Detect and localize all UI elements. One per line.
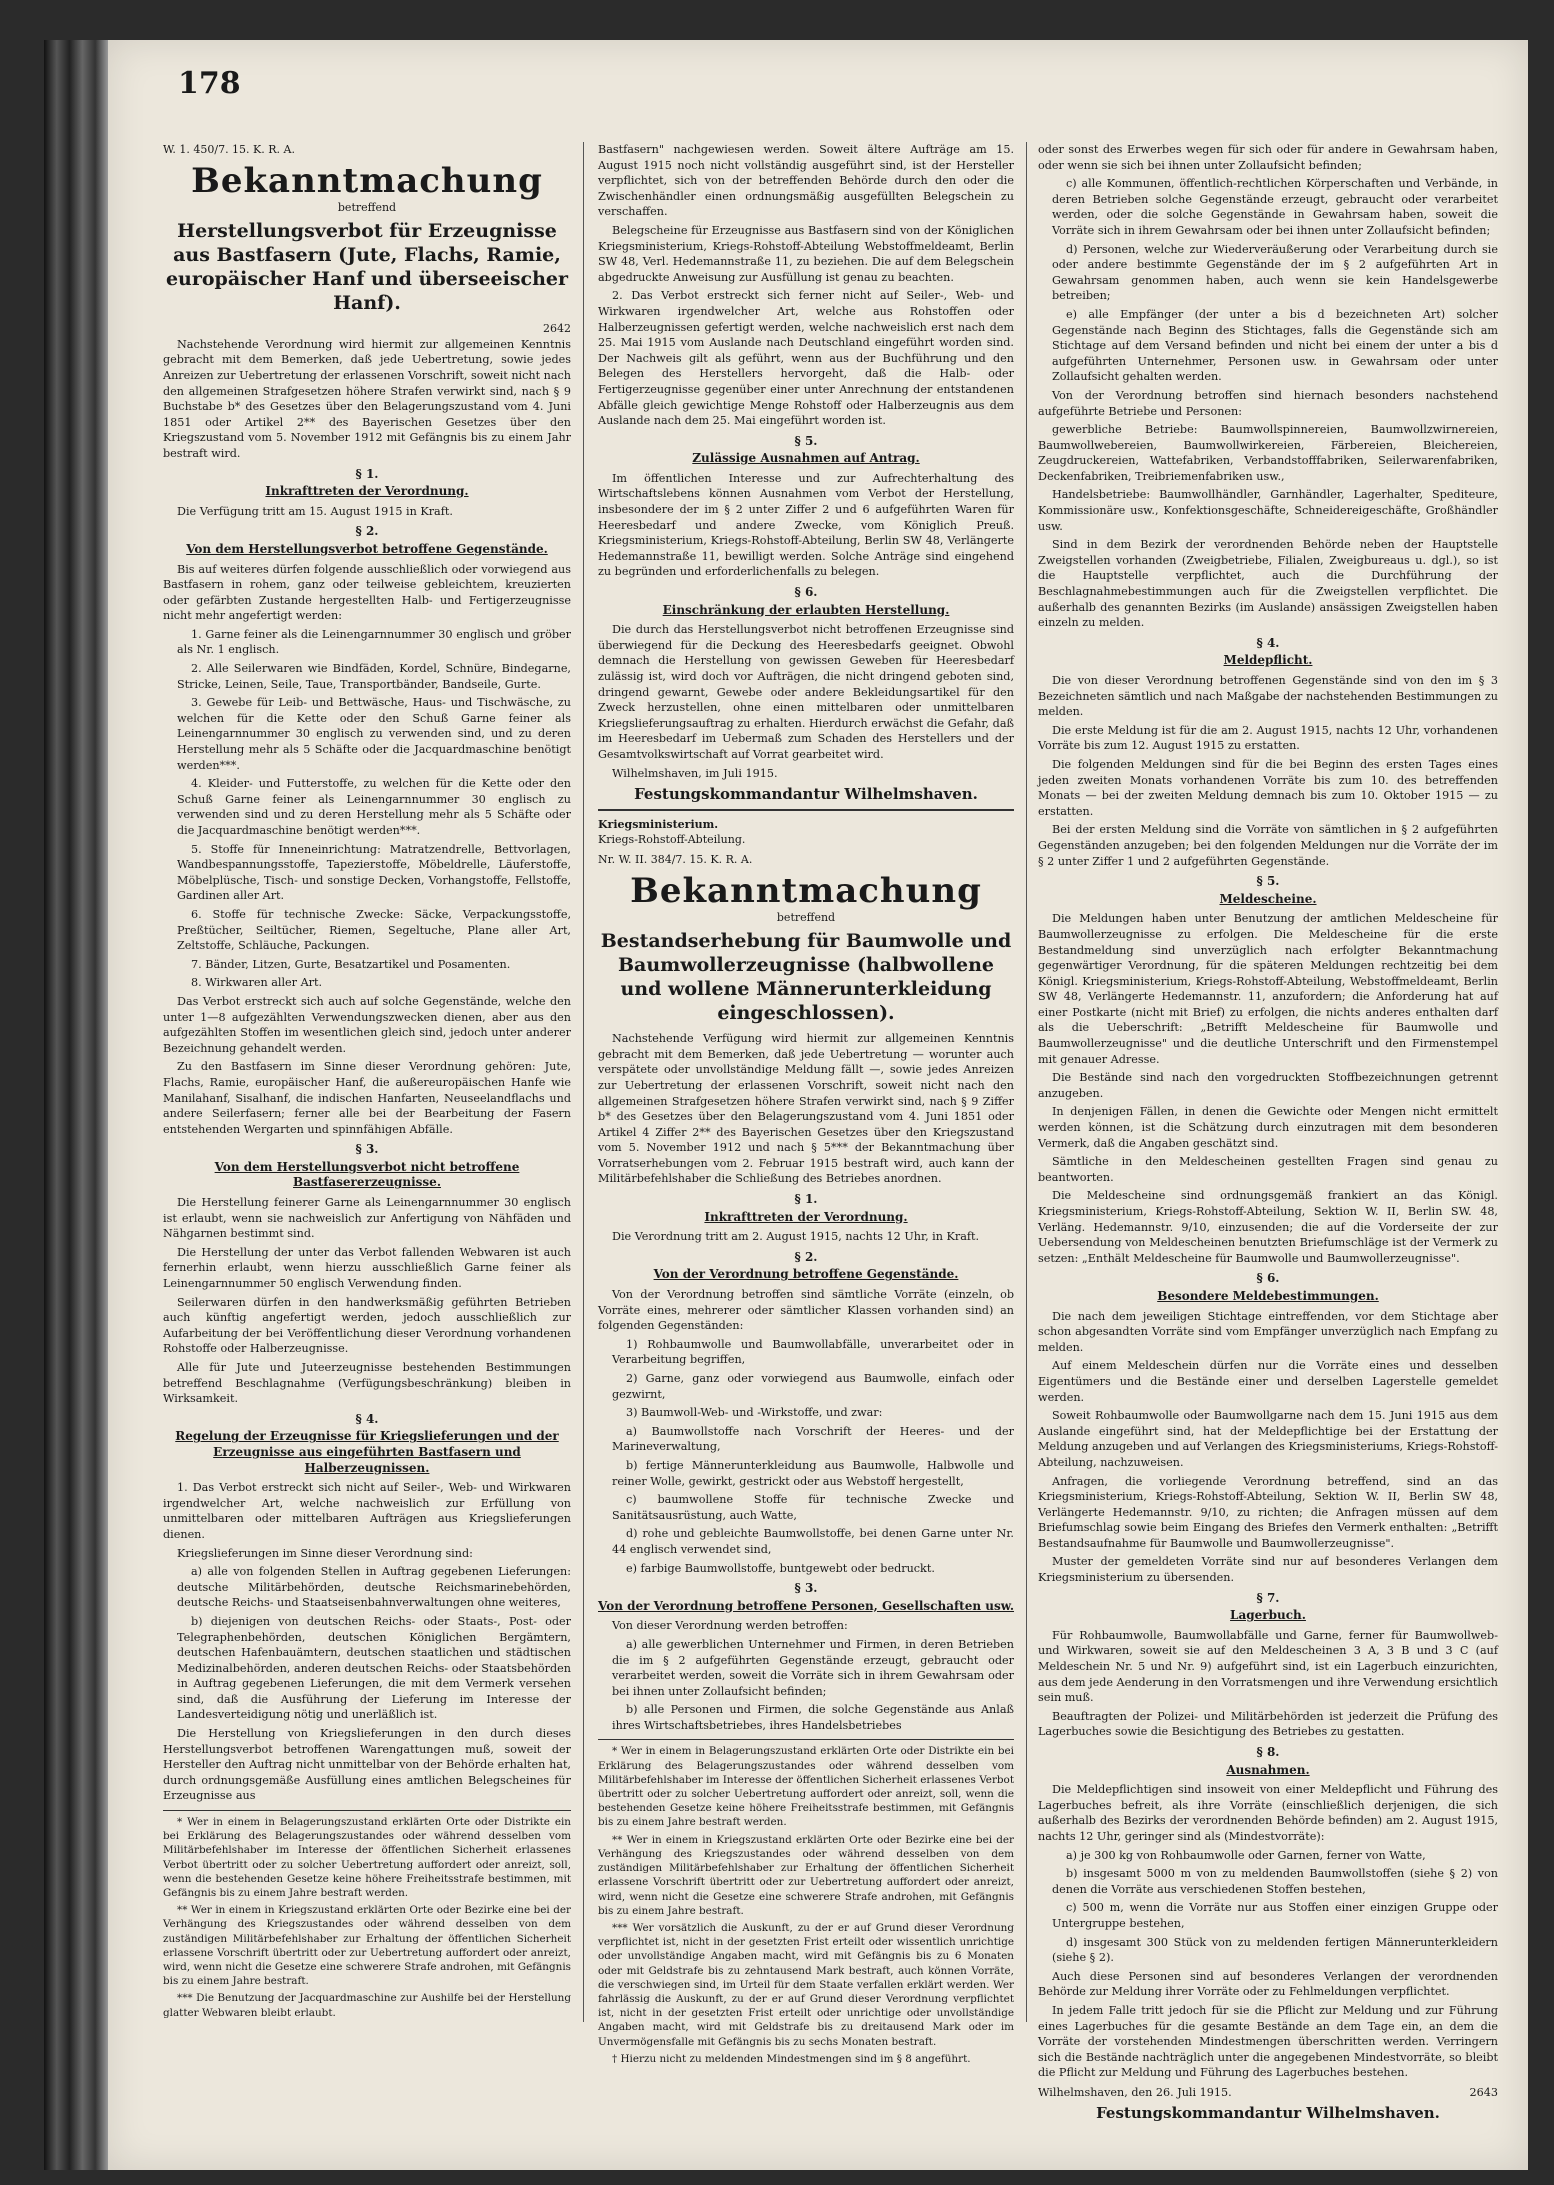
- paragraph: Auch diese Personen sind auf besonderes Verlangen der verordnenden Behörde zur Meldung ihrer Vorräte oder zu Fehlmeldungen verpflichtet.: [1038, 1969, 1498, 1999]
- footnote: * Wer in einem in Belagerungszustand erklärten Orte oder Distrikte ein bei Erklärung des Belagerungszustandes oder während desselben vom Militärbefehlshaber im Interesse der öffentlichen Sicherheit erlassenes Verbot übertritt oder zu solcher Uebertretung auffordert oder anreizt, soll, wenn die bestehenden Gesetze keine höhere Freiheitsstrafe bestimmen, mit Gefängnis bis zu einem Jahre bestraft werden.: [598, 1745, 1014, 1829]
- footnote: * Wer in einem in Belagerungszustand erklärten Orte oder Distrikte ein bei Erklärung des Belagerungszustandes oder während desselben vom Militärbefehlshaber im Interesse der öffentlichen Sicherheit erlassenes Verbot übertritt oder zu solcher Uebertretung auffordert oder anreizt, soll, wenn die bestehenden Gesetze keine höhere Freiheitsstrafe bestimmen, mit Gefängnis bis zu einem Jahre bestraft werden.: [163, 1816, 571, 1900]
- section-number: § 6.: [1256, 1271, 1280, 1286]
- paragraph: Das Verbot erstreckt sich auch auf solche Gegenstände, welche den unter 1—8 aufgezählten Verwendungszwecken dienen, aber aus den aufgezählten Stoffen im wesentlichen gleich sind, jedoch unter anderer Bezeichnung gehandelt werden.: [163, 994, 571, 1055]
- list-item: a) Baumwollstoffe nach Vorschrift der Heeres- und der Marineverwaltung,: [612, 1424, 1014, 1454]
- paragraph: Im öffentlichen Interesse und zur Aufrechterhaltung des Wirtschaftslebens können Ausnahmen vom Verbot der Herstellung, insbesondere der im § 2 unter Ziffer 2 und 6 aufgeführten Waren für Heeresbedarf und andere Zwecke, vom Königlich Preuß. Kriegsministerium, Kriegs-Rohstoff-Abteilung, Berlin SW 48, Verlängerte Hedemannstraße 11, bewilligt werden. Solche Anträge sind eingehend zu begründen und erforderlichenfalls zu belegen.: [598, 471, 1014, 579]
- paragraph: Bei der ersten Meldung sind die Vorräte von sämtlichen in § 2 aufgeführten Gegenständen anzugeben; bei den folgenden Meldungen nur die Vorräte der im § 2 unter Ziffer 1 und 2 aufgeführten Gegenstände.: [1038, 823, 1498, 868]
- list-item: 2) Garne, ganz oder vorwiegend aus Baumwolle, einfach oder gezwirnt,: [612, 1372, 1014, 1401]
- list-item: 6. Stoffe für technische Zwecke: Säcke, Verpackungsstoffe, Preßtücher, Seiltücher, Riemen, Segeltuche, Plane aller Art, Zeltstoffe, Schläuche, Packungen.: [177, 907, 571, 953]
- divider: [598, 809, 1014, 811]
- paragraph: 1. Das Verbot erstreckt sich nicht auf Seiler-, Web- und Wirkwaren irgendwelcher Art, welche nachweislich zur Erfüllung von unmittelbaren oder mittelbaren Aufträgen aus Kriegslieferungen dienen.: [163, 1481, 571, 1541]
- paragraph: Die von dieser Verordnung betroffenen Gegenstände sind von den im § 3 Bezeichneten sämtlich und nach Maßgabe der nachstehenden Bestimmungen zu melden.: [1038, 674, 1498, 719]
- list-item: e) farbige Baumwollstoffe, buntgewebt oder bedruckt.: [626, 1561, 935, 1575]
- paragraph: Beauftragten der Polizei- und Militärbehörden ist jederzeit die Prüfung des Lagerbuches sowie die Besichtigung des Betriebes zu gestatten.: [1038, 1709, 1498, 1739]
- paragraph: Die Verfügung tritt am 15. August 1915 in Kraft.: [177, 504, 453, 518]
- section-number: § 3.: [794, 1581, 818, 1596]
- section-number: § 6.: [794, 585, 818, 600]
- section-heading: Von der Verordnung betroffene Personen, Gesellschaften usw.: [598, 1598, 1015, 1613]
- section-number: § 4.: [1256, 635, 1280, 650]
- paragraph: Die Verordnung tritt am 2. August 1915, nachts 12 Uhr, in Kraft.: [612, 1230, 980, 1244]
- paragraph: Die Herstellung von Kriegslieferungen in den durch dieses Herstellungsverbot betroffenen Warengattungen muß, soweit der Hersteller den Auftrag nicht unmittelbar von der Behörde erhalten hat, durch ordnungsgemäße Ausfüllung eines amtlichen Belegscheines für Erzeugnisse aus: [163, 1727, 571, 1803]
- register-number: 2643: [1469, 2085, 1498, 2099]
- section-number: § 5.: [1256, 874, 1280, 889]
- list-item: 4. Kleider- und Futterstoffe, zu welchen für die Kette oder den Schuß Garne feiner als Leinengarnnummer 30 englisch zu verwenden sind und zu deren Herstellung mehr als 5 Schäfte oder die Jacquardmaschine benötigt werden***.: [177, 777, 571, 837]
- paragraph: Muster der gemeldeten Vorräte sind nur auf besonderes Verlangen dem Kriegsministerium zu übersenden.: [1038, 1555, 1498, 1585]
- paragraph: Von der Verordnung betroffen sind hiernach besonders nachstehend aufgeführte Betriebe und Personen:: [1038, 388, 1498, 418]
- list-item: d) rohe und gebleichte Baumwollstoffe, bei denen Garne unter Nr. 44 englisch verwendet sind,: [612, 1527, 1014, 1556]
- footnote: ** Wer in einem in Kriegszustand erklärten Orte oder Bezirke eine bei der Verhängung des Kriegszustandes oder während desselben von dem zuständigen Militärbefehlshaber zur Erhaltung der öffentlichen Sicherheit erlassene Vorschrift übertritt oder zur Uebertretung auffordert oder anreizt, wird, wenn nicht die Gesetze eine schwerere Strafe androhen, mit Gefängnis bis zu einem Jahre bestraft.: [163, 1904, 571, 1988]
- paragraph: Die Meldepflichtigen sind insoweit von einer Meldepflicht und Führung des Lagerbuches befreit, als ihre Vorräte (einschließlich derjenigen, die sich außerhalb des Bezirks der verordnenden Behörde befinden) am 2. August 1915, nachts 12 Uhr, geringer sind als (Mindestvorräte):: [1038, 1783, 1498, 1843]
- list-item: c) alle Kommunen, öffentlich-rechtlichen Körperschaften und Verbände, in deren Betrieben solche Gegenstände erzeugt, gebraucht oder verarbeitet werden, oder die solche Gegenstände in Gewahrsam haben, soweit die Vorräte sich in ihrem Gewahrsam oder bei ihnen unter Zollaufsicht befinden;: [1052, 177, 1498, 237]
- paragraph: Sind in dem Bezirk der verordnenden Behörde neben der Hauptstelle Zweigstellen vorhanden (Zweigbetriebe, Filialen, Zweigbureaus u. dgl.), so ist die Hauptstelle verpflichtet, auch die Durchführung der Beschlagnahmebestimmungen auch für die Zweigstellen verpflichtet. Die außerhalb des genannten Bezirks (im Auslande) ansässigen Zweigstellen haben einzeln zu melden.: [1038, 538, 1498, 630]
- place-date-row: [1038, 2085, 1498, 2101]
- reference-number: Nr. W. II. 384/7. 15. K. R. A.: [598, 852, 753, 866]
- list-item: a) je 300 kg von Rohbaumwolle oder Garnen, ferner von Watte,: [1066, 1848, 1426, 1862]
- paragraph: Kriegslieferungen im Sinne dieser Verordnung sind:: [177, 1546, 473, 1560]
- footnote: *** Wer vorsätzlich die Auskunft, zu der er auf Grund dieser Verordnung verpflichtet ist, nicht in der gesetzten Frist erteilt oder wissentlich unrichtige oder unvollständige Angaben macht, wird mit Gefängnis bis zu 6 Monaten oder mit Geldstrafe bis zu zehntausend Mark bestraft, auch können Vorräte, die verschwiegen sind, im Urteil für dem Staate verfallen erklärt werden. Wer fahrlässig die Auskunft, zu der er auf Grund dieser Verordnung verpflichtet ist, nicht in der gesetzten Frist erteilt oder unrichtige oder unvollständige Angaben macht, wird mit Geldstrafe bis zu dreitausend Mark oder im Unvermögensfalle mit Gefängnis bis zu sechs Monaten bestraft.: [598, 1921, 1014, 2048]
- list-item: b) alle Personen und Firmen, die solche Gegenstände aus Anlaß ihres Wirtschaftsbetriebes, ihres Handelsbetriebes: [612, 1703, 1014, 1732]
- list-item: a) alle von folgenden Stellen in Auftrag gegebenen Lieferungen: deutsche Militärbehörden, deutsche Reichsmarinebehörden, deutsche Reichs- und Staatseisenbahnverwaltungen ohne weiteres,: [177, 1565, 571, 1610]
- list-item: d) Personen, welche zur Wiederveräußerung oder Verarbeitung durch sie oder andere bestimmte Gegenstände der im § 2 aufgeführten Art in Gewahrsam genommen haben, auch wenn sie kein Handelsgewerbe betreiben;: [1052, 242, 1498, 303]
- paragraph: Die erste Meldung ist für die am 2. August 1915, nachts 12 Uhr, vorhandenen Vorräte bis zum 12. August 1915 zu erstatten.: [1038, 723, 1498, 753]
- paragraph: gewerbliche Betriebe: Baumwollspinnereien, Baumwollzwirnereien, Baumwollwebereien, Baumwollwirkereien, Färbereien, Bleichereien, Zeugdruckereien, Wattefabriken, Verbandstofffabriken, Seilerwarenfabriken, Deckenfabriken, Treibriemenfabriken usw.,: [1038, 423, 1498, 483]
- paragraph: oder sonst des Erwerbes wegen für sich oder für andere in Gewahrsam haben, oder wenn sie sich bei ihnen unter Zollaufsicht befinden;: [1038, 143, 1498, 172]
- section-heading: Meldescheine.: [1219, 891, 1317, 906]
- paragraph: Bis auf weiteres dürfen folgende ausschließlich oder vorwiegend aus Bastfasern in rohem, ganz oder teilweise gebleichtem, kreuzierten oder gefärbten Zustande hergestellten Halb- und Fertigerzeugnisse nicht mehr angefertigt werden:: [163, 562, 571, 623]
- paragraph: Für Rohbaumwolle, Baumwollabfälle und Garne, ferner für Baumwollweb- und Wirkwaren, soweit sie auf den Meldescheinen 3 A, 3 B und 3 C (auf Meldeschein Nr. 5 und Nr. 9) aufgeführt sind, ist ein Lagerbuch einzurichten, aus dem jede Aenderung in den Vorratsmengen und ihre Verwendung ersichtlich sein muß.: [1038, 1628, 1498, 1705]
- paragraph: Seilerwaren dürfen in den handwerksmäßig geführten Betrieben auch künftig angefertigt werden, jedoch ausschließlich zur Aufarbeitung der bei Veröffentlichung dieser Verordnung vorhandenen Rohstoffe oder Halberzeugnisse.: [163, 1295, 571, 1356]
- section-number: § 2.: [355, 524, 379, 539]
- column-divider: [583, 142, 584, 2022]
- footnotes: [598, 1739, 1014, 2065]
- list-item: 8. Wirkwaren aller Art.: [191, 976, 323, 990]
- section-heading: Besondere Meldebestimmungen.: [1157, 1288, 1379, 1303]
- paragraph: Sämtliche in den Meldescheinen gestellten Fragen sind genau zu beantworten.: [1038, 1155, 1498, 1184]
- list-item: 3. Gewebe für Leib- und Bettwäsche, Haus- und Tischwäsche, zu welchen für die Kette oder den Schuß Garne feiner als Leinengarnnummer 30 englisch zu verwenden sind, und zu deren Herstellung mehr als 5 Schäfte oder die Jacquardmaschine benötigt werden***.: [177, 696, 571, 772]
- book-spine: [44, 40, 108, 2170]
- section-heading: Von dem Herstellungsverbot betroffene Gegenstände.: [186, 541, 548, 556]
- footnote: ** Wer in einem in Kriegszustand erklärten Orte oder Bezirke eine bei der Verhängung des Kriegszustandes oder während desselben von dem zuständigen Militärbefehlshaber zur Erhaltung der öffentlichen Sicherheit erlassene Vorschrift übertritt oder zur Uebertretung auffordert oder anreizt, wird, wenn nicht die Gesetze eine schwerere Strafe androhen, mit Gefängnis bis zu einem Jahre bestraft.: [598, 1833, 1014, 1917]
- list-item: b) insgesamt 5000 m von zu meldenden Baumwollstoffen (siehe § 2) von denen die Vorräte aus verschiedenen Stoffen bestehen,: [1052, 1867, 1498, 1896]
- paragraph: Von der Verordnung betroffen sind sämtliche Vorräte (einzeln, ob Vorräte eines, mehrerer oder sämtlicher Klassen vorhanden sind) an folgenden Gegenständen:: [598, 1288, 1014, 1333]
- section-number: § 1.: [794, 1192, 818, 1207]
- announcement-subtitle: Bestandserhebung für Baumwolle und Baumwollerzeugnisse (halbwollene und wollene Männerunterkleidung eingeschlossen).: [600, 930, 1012, 1025]
- intro-paragraph: Nachstehende Verordnung wird hiermit zur allgemeinen Kenntnis gebracht mit dem Bemerken, daß jede Uebertretung, sowie jedes Anreizen zur Uebertretung der erlassenen Vorschrift, soweit nicht nach den allgemeinen Strafgesetzen höhere Strafen verwirkt sind, nach § 9 Buchstabe b* des Gesetzes über den Belagerungszustand vom 4. Juni 1851 oder Artikel 2** des Bayerischen Gesetzes über den Kriegszustand vom 5. November 1912 mit Gefängnis bis zu einem Jahr bestraft wird.: [163, 337, 571, 460]
- section-heading: Meldepflicht.: [1223, 653, 1313, 668]
- paragraph: Handelsbetriebe: Baumwollhändler, Garnhändler, Lagerhalter, Spediteure, Kommissionäre usw., Konfektionsgeschäfte, Schneidereigeschäfte, Großhändler usw.: [1038, 488, 1498, 533]
- list-item: b) diejenigen von deutschen Reichs- oder Staats-, Post- oder Telegraphenbehörden, deutschen Königlichen Bergämtern, deutschen Hafenbauämtern, deutschen staatlichen und städtischen Medizinalbehörden, anderen deutschen Reichs- oder Staatsbehörden in Auftrag gegebenen Lieferungen, die mit dem Vermerk versehen sind, daß die Ausführung der Lieferung im Interesse der Landesverteidigung nötig und unerläßlich ist.: [177, 1614, 571, 1722]
- list-item: 3) Baumwoll-Web- und -Wirkstoffe, und zwar:: [626, 1406, 883, 1420]
- list-item: 2. Alle Seilerwaren wie Bindfäden, Kordel, Schnüre, Bindegarne, Stricke, Leinen, Seile, Taue, Transportbänder, Bandseile, Gurte.: [177, 662, 571, 691]
- column-2: [598, 142, 1014, 2069]
- column-divider: [1026, 142, 1027, 2022]
- list-item: 1) Rohbaumwolle und Baumwollabfälle, unverarbeitet oder in Verarbeitung begriffen,: [612, 1337, 1014, 1367]
- list-item: d) insgesamt 300 Stück von zu meldenden fertigen Männerunterkleidern (siehe § 2).: [1052, 1935, 1498, 1965]
- section-heading: Einschränkung der erlaubten Herstellung.: [662, 602, 950, 617]
- paragraph: Soweit Rohbaumwolle oder Baumwollgarne nach dem 15. Juni 1915 aus dem Auslande eingeführt sind, hat der Meldepflichtige bei der Erstattung der Meldung anzugeben und auf Verlangen des Kriegsministeriums, Kriegs-Rohstoff-Abteilung, nachzuweisen.: [1038, 1409, 1498, 1469]
- signature: Festungskommandantur Wilhelmshaven.: [634, 785, 978, 804]
- paragraph: In denjenigen Fällen, in denen die Gewichte oder Mengen nicht ermittelt werden können, ist die Schätzung durch einzutragen mit dem besonderen Vermerk, daß die Angaben geschätzt sind.: [1038, 1105, 1498, 1150]
- section-heading: Regelung der Erzeugnisse für Kriegslieferungen und der Erzeugnisse aus eingeführten Bastfasern und Halberzeugnissen.: [175, 1429, 559, 1475]
- section-heading: Zulässige Ausnahmen auf Antrag.: [692, 451, 920, 466]
- section-heading: Inkrafttreten der Verordnung.: [265, 484, 469, 499]
- paragraph: Die durch das Herstellungsverbot nicht betroffenen Erzeugnisse sind überwiegend für die Deckung des Heeresbedarfs geeignet. Obwohl demnach die Herstellung von gewissen Geweben für Heeresbedarf zulässig ist, wird doch vor Aufträgen, die nicht dringend geboten sind, dringend gewarnt, Gewebe oder andere Bekleidungsartikel für den Zweck herzustellen, ohne einen mittelbaren oder unmittelbaren Kriegslieferungsauftrag zu erhalten. Hierdurch erwächst die Gefahr, daß im Heeresbedarf im Uebermaß zum Schaden des Herstellers und der Gesamtvolkswirtschaft auf Vorrat gearbeitet wird.: [598, 623, 1014, 761]
- intro-paragraph: Nachstehende Verfügung wird hiermit zur allgemeinen Kenntnis gebracht mit dem Bemerken, daß jede Uebertretung — worunter auch verspätete oder unvollständige Meldung fällt —, sowie jedes Anreizen zur Uebertretung der erlassenen Vorschrift, soweit nicht nach den allgemeinen Strafgesetzen höhere Strafen verwirkt sind, nach § 9 Ziffer b* des Gesetzes über den Belagerungszustand vom 4. Juni 1851 oder Artikel 4 Ziffer 2** des Bayerischen Gesetzes über den Kriegszustand vom 5. November 1912 und nach § 5*** der Bekanntmachung über Vorratserhebungen vom 2. Februar 1915 bestraft wird, auch kann der Militärbefehlshaber die Schließung des Betriebes anordnen.: [598, 1032, 1014, 1186]
- betreffend: betreffend: [337, 200, 397, 214]
- paragraph: Die Bestände sind nach den vorgedruckten Stoffbezeichnungen getrennt anzugeben.: [1038, 1071, 1498, 1100]
- list-item: 1. Garne feiner als die Leinengarnnummer 30 englisch und gröber als Nr. 1 englisch.: [177, 627, 571, 657]
- column-3: [1038, 142, 1498, 2128]
- section-number: § 3.: [355, 1142, 379, 1157]
- footnote: † Hierzu nicht zu meldenden Mindestmengen sind im § 8 angeführt.: [612, 2052, 971, 2065]
- announcement-title: Bekanntmachung: [630, 870, 982, 911]
- announcement-title: Bekanntmachung: [191, 160, 543, 201]
- paragraph: In jedem Falle tritt jedoch für sie die Pflicht zur Meldung und zur Führung eines Lagerbuches für die gesamte Bestände an dem Tage ein, an dem die Vorräte der vorstehenden Mindestmengen überschritten werden. Verringern sich die Bestände nachträglich unter die angegebenen Mindestvorräte, so bleibt die Pflicht zur Meldung und Führung des Lagerbuches bestehen.: [1038, 2003, 1498, 2080]
- paragraph: Die folgenden Meldungen sind für die bei Beginn des ersten Tages eines jeden zweiten Monats vorhandenen Vorräte bis zum 10. des betreffenden Monats — bei der zweiten Meldung demnach bis zum 10. Oktober 1915 — zu erstatten.: [1038, 757, 1498, 818]
- section-number: § 1.: [355, 466, 379, 481]
- footnotes: [163, 1810, 571, 2020]
- paragraph: Die Meldungen haben unter Benutzung der amtlichen Meldescheine für Baumwollerzeugnisse zu erfolgen. Die Meldescheine für die erste Bestandmeldung sind unverzüglich nach erfolgter Bekanntmachung gegenwärtiger Verordnung, für die späteren Meldungen rechtzeitig bei dem Königl. Kriegsministerium, Kriegs-Rohstoff-Abteilung, Webstoffmeldeamt, Berlin SW 48, Verlängerte Hedemannstr. 11, anzufordern; die Anforderung hat auf einer Postkarte (nicht mit Brief) zu erfolgen, die nichts anderes enthalten darf als die Ueberschrift: „Betrifft Meldescheine für Baumwolle und Baumwollerzeugnisse" und die deutliche Unterschrift und den Firmenstempel mit genauer Adresse.: [1038, 912, 1498, 1066]
- paragraph: Anfragen, die vorliegende Verordnung betreffend, sind an das Kriegsministerium, Kriegs-Rohstoff-Abteilung, Sektion W. II, Berlin SW 48, Verlängerte Hedemannstr. 9/10, zu richten; die Anfragen müssen auf dem Briefumschlag sowie beim Eingang des Briefes den Vermerk enthalten: „Betrifft Bestandsaufnahme für Baumwolle und Baumwollerzeugnisse".: [1038, 1474, 1498, 1550]
- paragraph: Auf einem Meldeschein dürfen nur die Vorräte eines und desselben Eigentümers und die Bestände einer und derselben Lagerstelle gemeldet werden.: [1038, 1359, 1498, 1404]
- reference-number: W. 1. 450/7. 15. K. R. A.: [163, 143, 295, 156]
- section-number: § 5.: [794, 433, 818, 448]
- issuer-department: Kriegs-Rohstoff-Abteilung.: [598, 833, 746, 847]
- section-number: § 8.: [1256, 1745, 1280, 1759]
- paragraph: Alle für Jute und Juteerzeugnisse bestehenden Bestimmungen betreffend Beschlagnahme (Verfügungsbeschränkung) bleiben in Wirksamkeit.: [163, 1361, 571, 1406]
- signature: Festungskommandantur Wilhelmshaven.: [1096, 2104, 1440, 2123]
- page: [108, 40, 1528, 2170]
- list-item: b) fertige Männerunterkleidung aus Baumwolle, Halbwolle und reiner Wolle, gewirkt, gestrickt oder aus Webstoff hergestellt,: [612, 1458, 1014, 1488]
- issuer: Kriegsministerium.: [598, 817, 719, 831]
- list-item: e) alle Empfänger (der unter a bis d bezeichneten Art) solcher Gegenstände nach Beginn des Stichtages, falls die Gegenstände sich am Stichtage auf dem Versand befinden und nicht bei einem der unter a bis d aufgeführten Unternehmer, Personen usw. in Gewahrsam oder unter Zollaufsicht gehalten werden.: [1052, 307, 1498, 384]
- paragraph: Die nach dem jeweiligen Stichtage eintreffenden, vor dem Stichtage aber schon abgesandten Vorräte sind vom Empfänger unverzüglich nach Empfang zu melden.: [1038, 1309, 1498, 1354]
- list-item: c) 500 m, wenn die Vorräte nur aus Stoffen einer einzigen Gruppe oder Untergruppe bestehen,: [1052, 1901, 1498, 1930]
- section-number: § 7.: [1256, 1590, 1280, 1605]
- list-item: a) alle gewerblichen Unternehmer und Firmen, in deren Betrieben die im § 2 aufgeführten Gegenstände erzeugt, gebraucht oder verarbeitet werden, soweit die Vorräte sich in ihrem Gewahrsam oder bei ihnen unter Zollaufsicht befinden;: [612, 1637, 1014, 1698]
- register-number: 2642: [543, 322, 571, 336]
- paragraph: Die Meldescheine sind ordnungsgemäß frankiert an das Königl. Kriegsministerium, Kriegs-Rohstoff-Abteilung, Sektion W. II, Berlin SW. 48, Verläng. Hedemannstr. 9/10, einzusenden; die auf die Vorderseite der zur Uebersendung von Meldescheinen benutzten Briefumschläge ist der Vermerk zu setzen: „Enthält Meldescheine für Baumwolle und Baumwollerzeugnisse".: [1038, 1189, 1498, 1265]
- column-1: [163, 142, 571, 2023]
- paragraph: Von dieser Verordnung werden betroffen:: [612, 1619, 848, 1633]
- section-number: § 2.: [794, 1249, 818, 1264]
- list-item: 5. Stoffe für Inneneinrichtung: Matratzendrelle, Bettvorlagen, Wandbespannungsstoffe, Tapezierstoffe, Möbeldrelle, Läuferstoffe, Möbelplüsche, Tisch- und sonstige Decken, Vorhangstoffe, Fellstoffe, Gardinen aller Art.: [177, 842, 571, 903]
- list-item: 7. Bänder, Litzen, Gurte, Besatzartikel und Posamenten.: [191, 957, 511, 971]
- paragraph: Belegscheine für Erzeugnisse aus Bastfasern sind von der Königlichen Kriegsministerium, Kriegs-Rohstoff-Abteilung Webstoffmeldeamt, Berlin SW 48, Verl. Hedemannstraße 11, zu beziehen. Die auf dem Belegschein abgedruckte Anweisung zur Ausfüllung ist genau zu beachten.: [598, 223, 1014, 284]
- section-number: § 4.: [355, 1411, 379, 1426]
- paragraph: Bastfasern" nachgewiesen werden. Soweit ältere Aufträge am 15. August 1915 noch nicht vollständig ausgeführt sind, ist der Hersteller verpflichtet, sich von der betreffenden Behörde durch den oder die Zwischenhändler einen ordnungsmäßig ausgefüllten Belegschein zu verschaffen.: [598, 143, 1014, 219]
- page-number: 178: [178, 66, 241, 101]
- footnote: *** Die Benutzung der Jacquardmaschine zur Aushilfe bei der Herstellung glatter Webwaren bleibt erlaubt.: [163, 1992, 571, 2019]
- section-heading: Ausnahmen.: [1226, 1762, 1310, 1777]
- section-heading: Lagerbuch.: [1230, 1608, 1306, 1623]
- section-heading: Inkrafttreten der Verordnung.: [704, 1209, 908, 1224]
- announcement-subtitle: Herstellungsverbot für Erzeugnisse aus Bastfasern (Jute, Flachs, Ramie, europäischer Hanf und überseeischer Hanf).: [165, 220, 569, 315]
- section-heading: Von der Verordnung betroffene Gegenstände.: [653, 1267, 959, 1282]
- place-date: Wilhelmshaven, im Juli 1915.: [612, 766, 778, 780]
- section-heading: Von dem Herstellungsverbot nicht betroffene Bastfasererzeugnisse.: [214, 1159, 520, 1190]
- betreffend: betreffend: [776, 910, 836, 924]
- paragraph: Die Herstellung feinerer Garne als Leinengarnnummer 30 englisch ist erlaubt, wenn sie nachweislich zur Anfertigung von Nähfäden und Nähgarnen bestimmt sind.: [163, 1196, 571, 1241]
- paragraph: Die Herstellung der unter das Verbot fallenden Webwaren ist auch fernerhin erlaubt, wenn hierzu ausschließlich Garne feiner als Leinengarnnummer 50 englisch Verwendung finden.: [163, 1245, 571, 1291]
- paragraph: Zu den Bastfasern im Sinne dieser Verordnung gehören: Jute, Flachs, Ramie, europäischer Hanf, die außereuropäischen Hanfe wie Manilahanf, Sisalhanf, die indischen Hanfarten, Neuseelandflachs und andere Seilerfasern; ferner alle bei der Bearbeitung der Fasern entstehenden Wergarten und spinnfähigen Abfälle.: [163, 1060, 571, 1136]
- paragraph: 2. Das Verbot erstreckt sich ferner nicht auf Seiler-, Web- und Wirkwaren irgendwelcher Art, welche aus Rohstoffen oder Halberzeugnissen gefertigt werden, welche nachweislich erst nach dem 25. Mai 1915 vom Auslande nach Deutschland eingeführt worden sind. Der Nachweis gilt als geführt, wenn aus der Buchführung und den Belegen des Herstellers hervorgeht, daß die Halb- oder Fertigerzeugnisse gegenüber einer unter Anrechnung der entstandenen Abfälle gleich gewichtige Menge Rohstoff oder Halberzeugnis aus dem Auslande nach dem 25. Mai eingeführt worden ist.: [598, 289, 1014, 428]
- list-item: c) baumwollene Stoffe für technische Zwecke und Sanitätsausrüstung, auch Watte,: [612, 1493, 1014, 1522]
- place-date: Wilhelmshaven, den 26. Juli 1915.: [1038, 2085, 1232, 2099]
